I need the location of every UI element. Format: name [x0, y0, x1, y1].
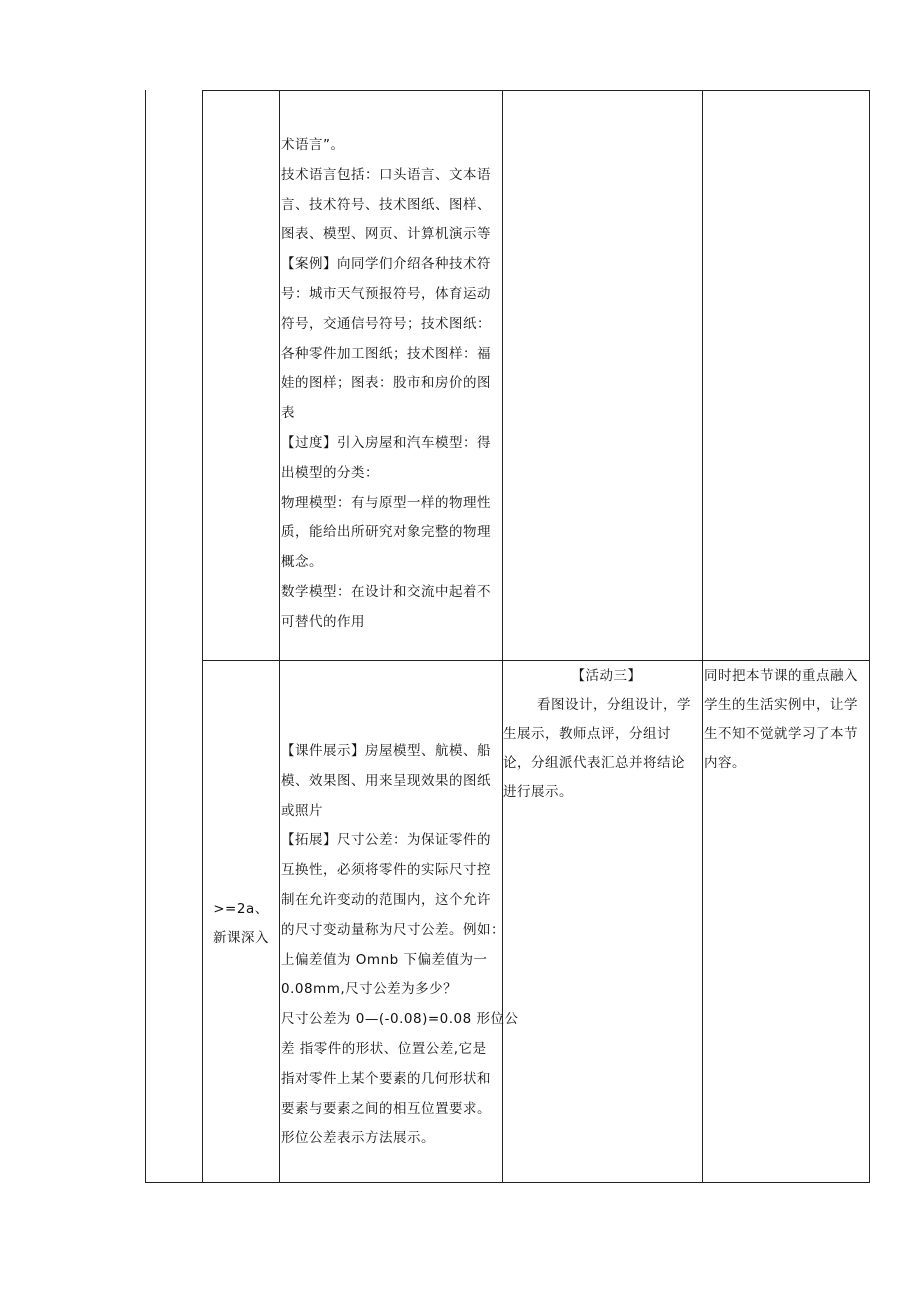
content-line: 形位公差表示方法展示。	[281, 1130, 435, 1147]
content-line: 指对零件上某个要素的几何形状和	[281, 1070, 491, 1087]
content-line: 尺寸公差为 0—(-0.08)=0.08 形位公	[281, 1011, 519, 1028]
content-line: 术语言”。	[281, 137, 345, 153]
table-column-divider	[702, 90, 703, 1183]
content-line: 言、技术符号、技术图纸、图样、	[281, 196, 491, 213]
row2-activity-cell	[503, 662, 702, 807]
content-line: 娃的图样；图表：股市和房价的图	[281, 375, 491, 392]
content-line: 或照片	[281, 802, 323, 819]
content-line: 技术语言包括：口头语言、文本语	[281, 166, 491, 183]
table-border-bottom	[145, 1182, 870, 1183]
content-line: 概念。	[281, 554, 323, 571]
table-row-divider	[202, 660, 870, 661]
content-line: 物理模型：有与原型一样的物理性	[281, 494, 491, 511]
content-line: 表	[281, 405, 295, 422]
content-line: 【案例】向同学们介绍各种技术符	[281, 256, 491, 273]
row1-content-cell	[281, 131, 503, 638]
intent-line: 内容。	[704, 755, 746, 771]
content-line: 模、效果图、用来呈现效果的图纸	[281, 772, 491, 789]
intent-line: 生不知不觉就学习了本节	[704, 726, 858, 742]
content-line: 的尺寸变动量称为尺寸公差。例如：	[281, 921, 505, 938]
row2-stage-cell	[203, 895, 279, 953]
content-line: 【过度】引入房屋和汽车模型：得	[281, 434, 491, 451]
content-line: 可替代的作用	[281, 613, 365, 630]
table-border-top	[202, 90, 870, 91]
table-border-right	[869, 90, 870, 1183]
activity-line: 论，分组派代表汇总并将结论	[503, 755, 685, 771]
table-column-divider	[202, 90, 203, 1183]
table-border-left	[145, 90, 146, 1183]
content-line: 0.08mm,尺寸公差为多少？	[281, 981, 458, 998]
content-line: 制在允许变动的范围内，这个允许	[281, 891, 491, 908]
content-line: 【课件展示】房屋模型、航模、船	[281, 743, 491, 759]
content-line: 图表、模型、网页、计算机演示等	[281, 226, 491, 243]
content-line: 差 指零件的形状、位置公差,它是	[281, 1040, 487, 1057]
activity-line: 看图设计，分组设计，学	[537, 697, 691, 713]
stage-line: >=2a、	[213, 901, 269, 917]
activity-line: 进行展示。	[503, 784, 573, 800]
content-line: 数学模型：在设计和交流中起着不	[281, 583, 491, 600]
row2-content-cell	[281, 737, 519, 1154]
content-line: 号：城市天气预报符号，体育运动	[281, 285, 491, 302]
content-line: 互换性，必须将零件的实际尺寸控	[281, 862, 491, 879]
content-line: 【拓展】尺寸公差：为保证零件的	[281, 832, 491, 849]
content-line: 质，能给出所研究对象完整的物理	[281, 524, 491, 541]
activity-heading: 【活动三】	[571, 668, 642, 684]
table-column-divider	[279, 90, 280, 1183]
intent-line: 同时把本节课的重点融入	[704, 668, 858, 684]
content-line: 出模型的分类：	[281, 464, 379, 481]
intent-line: 学生的生活实例中，让学	[704, 697, 858, 713]
activity-line: 生展示，教师点评，分组讨	[503, 726, 671, 742]
row2-intent-cell	[704, 662, 870, 778]
content-line: 要素与要素之间的相互位置要求。	[281, 1100, 491, 1117]
content-line: 符号，交通信号符号；技术图纸：	[281, 315, 491, 332]
stage-line: 新课深入	[213, 930, 269, 946]
content-line: 上偏差值为 Omnb 下偏差值为一	[281, 951, 488, 968]
content-line: 各种零件加工图纸；技术图样：福	[281, 345, 491, 362]
